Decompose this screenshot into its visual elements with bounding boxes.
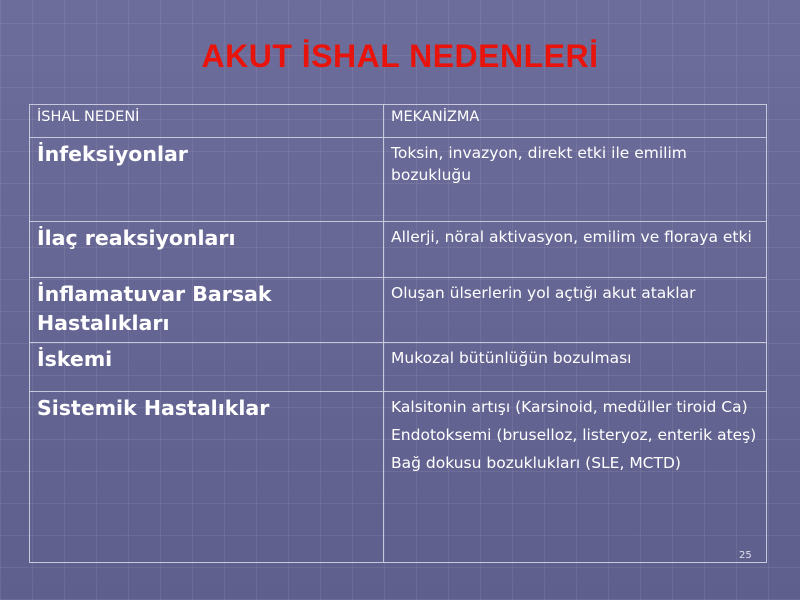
- causes-table: [29, 104, 767, 563]
- cause-cell: İlaç reaksiyonları: [30, 222, 384, 278]
- mechanism-text: Allerji, nöral aktivasyon, emilim ve floraya etki: [391, 228, 752, 246]
- mechanism-cell: [384, 138, 767, 222]
- table-row: [30, 138, 767, 222]
- mechanism-text: Mukozal bütünlüğün bozulması: [391, 349, 632, 367]
- mechanism-text: Kalsitonin artışı (Karsinoid, medüller tiroid Ca): [391, 398, 748, 416]
- mechanism-text: Toksin, invazyon, direkt etki ile emilim bozukluğu: [391, 144, 687, 184]
- slide-title: AKUT İSHAL NEDENLERİ: [201, 38, 599, 74]
- mechanism-cell: [384, 343, 767, 392]
- mechanism-text: Endotoksemi (bruselloz, listeryoz, enterik ateş): [391, 426, 757, 444]
- cause-cell: Sistemik Hastalıklar: [30, 392, 384, 563]
- mechanism-text: Oluşan ülserlerin yol açtığı akut ataklar: [391, 284, 696, 302]
- header-mechanism: MEKANİZMA: [384, 105, 767, 138]
- cause-cell: İskemi: [30, 343, 384, 392]
- mechanism-cell: [384, 278, 767, 343]
- cause-cell: İnfeksiyonlar: [30, 138, 384, 222]
- table-row: [30, 222, 767, 278]
- cause-cell: İnflamatuvar Barsak Hastalıkları: [30, 278, 384, 343]
- table-header-row: [30, 105, 767, 138]
- mechanism-cell: [384, 222, 767, 278]
- table-row: [30, 392, 767, 563]
- mechanism-cell: [384, 392, 767, 563]
- mechanism-text: Bağ dokusu bozuklukları (SLE, MCTD): [391, 454, 681, 472]
- page-number: 25: [739, 550, 752, 561]
- header-cause: İSHAL NEDENİ: [30, 105, 384, 138]
- table-row: [30, 278, 767, 343]
- table-row: [30, 343, 767, 392]
